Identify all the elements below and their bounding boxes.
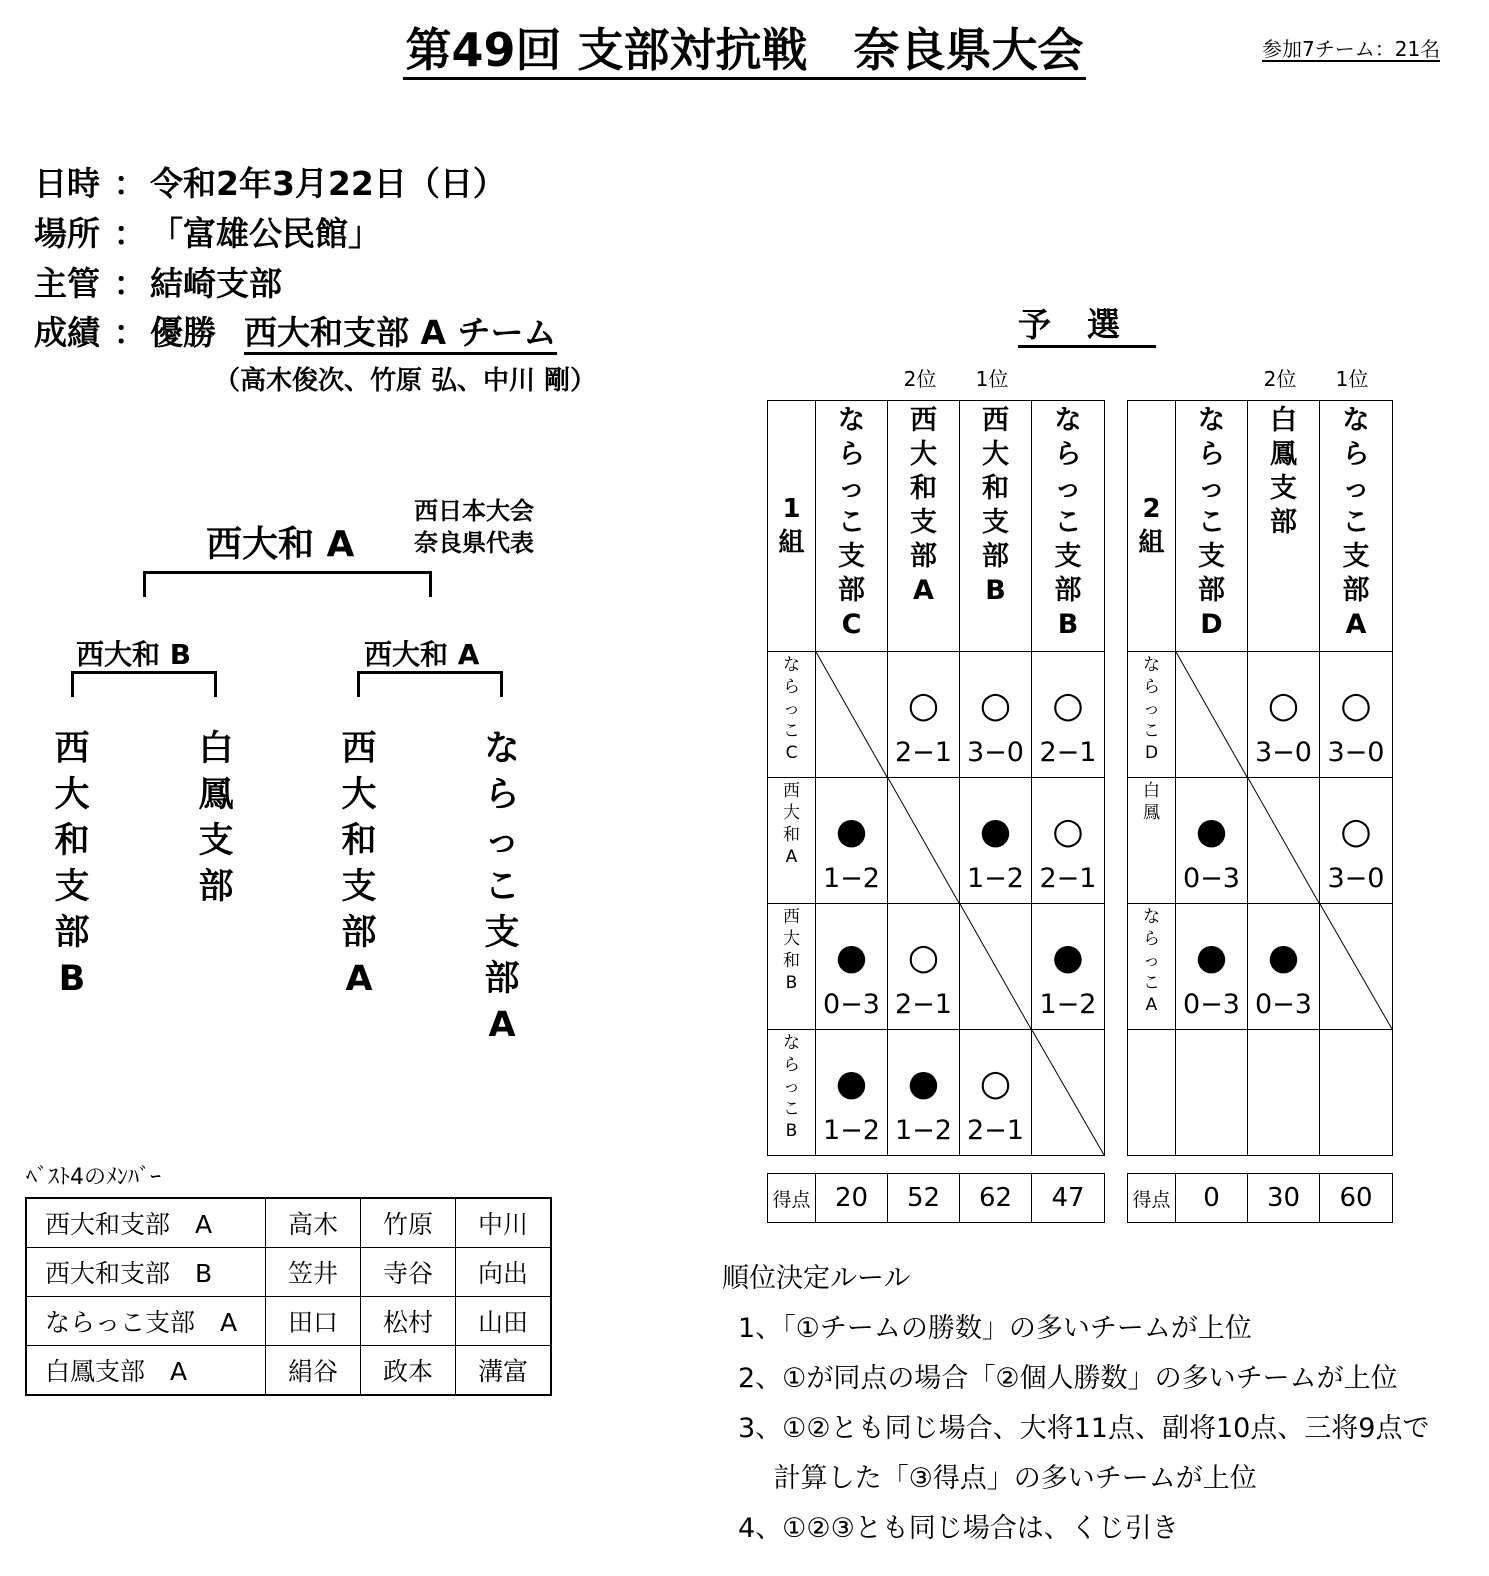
win-mark-icon: ○ bbox=[979, 1063, 1012, 1104]
table-row bbox=[768, 1174, 1105, 1223]
group2-league-table bbox=[1127, 400, 1393, 1156]
win-mark-icon: ○ bbox=[907, 685, 940, 726]
semi-left-bracket-left bbox=[71, 671, 74, 697]
win-mark-icon: ○ bbox=[1052, 811, 1084, 852]
group1-rank-label: 1位 bbox=[975, 367, 1009, 391]
best4-member: 松村 bbox=[361, 1297, 456, 1346]
winning-members: （高木俊次、竹原 弘、中川 剛） bbox=[214, 366, 597, 396]
best4-team: ならっこ支部 A bbox=[26, 1297, 266, 1346]
group2-match-cell bbox=[1248, 652, 1320, 778]
best4-title: ﾍﾞｽﾄ4のﾒﾝﾊﾞｰ bbox=[26, 1165, 161, 1190]
group2-column-team: な ら っ こ 支 部 D bbox=[1176, 401, 1248, 652]
group2-self-match-cell bbox=[1320, 904, 1393, 1030]
loss-mark-icon: ● bbox=[835, 937, 868, 978]
place-value: 「富雄公民館」 bbox=[150, 214, 381, 253]
group2-match-cell bbox=[1176, 1030, 1248, 1156]
table-row bbox=[26, 1346, 551, 1396]
bracket-team-3: 西 大 和 支 部 A bbox=[341, 729, 377, 999]
match-score: 2−1 bbox=[1039, 737, 1097, 768]
place-separator: ： bbox=[113, 214, 147, 253]
score-label: 得点 bbox=[1128, 1174, 1176, 1223]
win-mark-icon: ○ bbox=[1052, 685, 1084, 726]
best4-member: 竹原 bbox=[361, 1198, 456, 1248]
table-row bbox=[768, 652, 1105, 778]
result-row bbox=[34, 307, 557, 354]
group1-match-cell bbox=[816, 778, 888, 904]
west-rep-line2: 奈良県代表 bbox=[414, 529, 534, 557]
group1-column-team: な ら っ こ 支 部 C bbox=[816, 401, 888, 652]
group1-self-match-cell bbox=[888, 778, 960, 904]
ranking-rule: 1、「①チームの勝数」の多いチームが上位 bbox=[738, 1313, 1252, 1344]
host-row bbox=[34, 258, 282, 305]
win-mark-icon: ○ bbox=[907, 937, 940, 978]
group1-score: 52 bbox=[888, 1174, 960, 1223]
semi-left-bracket-right bbox=[214, 671, 217, 697]
table-row bbox=[768, 904, 1105, 1030]
table-row bbox=[768, 778, 1105, 904]
final-bracket-top bbox=[143, 571, 432, 574]
table-row bbox=[1128, 652, 1393, 778]
group1-row-label: な ら っ こ B bbox=[768, 1030, 816, 1156]
match-score: 2−1 bbox=[895, 989, 952, 1020]
group1-rank-label: 2位 bbox=[903, 367, 937, 391]
group2-rank-label: 1位 bbox=[1335, 367, 1369, 391]
group2-row-label: な ら っ こ D bbox=[1128, 652, 1176, 778]
best4-member: 向出 bbox=[456, 1248, 552, 1297]
best4-member: 寺谷 bbox=[361, 1248, 456, 1297]
group1-column-team: 西 大 和 支 部 A bbox=[888, 401, 960, 652]
participants-count: 参加7チーム：21名 bbox=[1262, 37, 1441, 61]
match-score: 3−0 bbox=[967, 737, 1024, 768]
best4-team: 白鳳支部 A bbox=[26, 1346, 266, 1396]
group1-match-cell bbox=[960, 778, 1032, 904]
diagonal-slash-icon bbox=[816, 652, 887, 777]
best4-member: 笠井 bbox=[266, 1248, 361, 1297]
match-score: 0−3 bbox=[1255, 989, 1312, 1020]
table-row bbox=[26, 1248, 551, 1297]
semi-right-bracket-top bbox=[357, 671, 503, 674]
table-row bbox=[1128, 778, 1393, 904]
group1-self-match-cell bbox=[960, 904, 1032, 1030]
group2-row-label: 白 鳳 bbox=[1128, 778, 1176, 904]
group2-column-team: 白 鳳 支 部 bbox=[1248, 401, 1320, 652]
ranking-rule: 2、①が同点の場合「②個人勝数」の多いチームが上位 bbox=[738, 1363, 1398, 1394]
ranking-rule: 4、①②③とも同じ場合は、くじ引き bbox=[738, 1513, 1179, 1544]
group1-score-table bbox=[767, 1173, 1105, 1223]
group1-score: 62 bbox=[960, 1174, 1032, 1223]
group2-self-match-cell bbox=[1176, 652, 1248, 778]
ranking-rules-title: 順位決定ルール bbox=[722, 1263, 911, 1294]
match-score: 1−2 bbox=[1039, 989, 1097, 1020]
semifinal-left-winner: 西大和 B bbox=[76, 638, 192, 671]
page-title-text: 第49回 支部対抗戦 奈良県大会 bbox=[403, 23, 1085, 80]
group2-match-cell bbox=[1320, 778, 1393, 904]
table-row bbox=[26, 1297, 551, 1346]
win-mark-icon: ○ bbox=[1340, 685, 1372, 726]
date-row bbox=[34, 158, 506, 205]
group1-match-cell bbox=[888, 652, 960, 778]
group2-score-table bbox=[1127, 1173, 1393, 1223]
group2-self-match-cell bbox=[1248, 778, 1320, 904]
ranking-rule: 計算した「③得点」の多いチームが上位 bbox=[738, 1463, 1257, 1494]
semi-right-bracket-left bbox=[357, 671, 360, 697]
group1-match-cell bbox=[1032, 652, 1105, 778]
group2-row-label: な ら っ こ A bbox=[1128, 904, 1176, 1030]
ranking-rule: 3、①②とも同じ場合、大将11点、副将10点、三将9点で bbox=[738, 1413, 1430, 1444]
group1-match-cell bbox=[1032, 904, 1105, 1030]
match-score: 2−1 bbox=[895, 737, 952, 768]
group2-score: 60 bbox=[1320, 1174, 1393, 1223]
group2-score: 30 bbox=[1248, 1174, 1320, 1223]
group2-rank-label: 2位 bbox=[1263, 367, 1297, 391]
best4-member: 山田 bbox=[456, 1297, 552, 1346]
table-row bbox=[768, 1030, 1105, 1156]
group2-match-cell bbox=[1248, 904, 1320, 1030]
diagonal-slash-icon bbox=[1176, 652, 1247, 777]
group1-match-cell bbox=[960, 652, 1032, 778]
match-score: 3−0 bbox=[1327, 863, 1385, 894]
best4-member: 絹谷 bbox=[266, 1346, 361, 1396]
west-japan-representative bbox=[414, 495, 534, 559]
group1-score: 20 bbox=[816, 1174, 888, 1223]
match-score: 1−2 bbox=[895, 1115, 952, 1146]
group1-match-cell bbox=[960, 1030, 1032, 1156]
group1-match-cell bbox=[888, 1030, 960, 1156]
group1-column-team: な ら っ こ 支 部 B bbox=[1032, 401, 1105, 652]
table-row bbox=[1128, 1030, 1393, 1156]
group1-match-cell bbox=[888, 904, 960, 1030]
match-score: 1−2 bbox=[823, 863, 880, 894]
score-label: 得点 bbox=[768, 1174, 816, 1223]
host-separator: ： bbox=[113, 264, 147, 303]
host-label: 主管 bbox=[34, 264, 100, 303]
win-mark-icon: ○ bbox=[1340, 811, 1372, 852]
diagonal-slash-icon bbox=[1320, 904, 1392, 1029]
match-score: 3−0 bbox=[1327, 737, 1385, 768]
group2-match-cell bbox=[1248, 1030, 1320, 1156]
group2-match-cell bbox=[1176, 778, 1248, 904]
group1-score: 47 bbox=[1032, 1174, 1105, 1223]
group1-match-cell bbox=[1032, 778, 1105, 904]
win-mark-icon: ○ bbox=[979, 685, 1012, 726]
loss-mark-icon: ● bbox=[1052, 937, 1084, 978]
host-value: 結崎支部 bbox=[150, 264, 282, 303]
loss-mark-icon: ● bbox=[979, 811, 1012, 852]
group1-row-label: 西 大 和 B bbox=[768, 904, 816, 1030]
best4-member: 溝富 bbox=[456, 1346, 552, 1396]
diagonal-slash-icon bbox=[1032, 1030, 1104, 1155]
group2-match-cell bbox=[1176, 904, 1248, 1030]
group2-score: 0 bbox=[1176, 1174, 1248, 1223]
match-score: 2−1 bbox=[967, 1115, 1024, 1146]
group1-column-team: 西 大 和 支 部 B bbox=[960, 401, 1032, 652]
bracket-team-1: 西 大 和 支 部 B bbox=[54, 729, 90, 999]
best4-team: 西大和支部 A bbox=[26, 1198, 266, 1248]
group1-row-label: な ら っ こ C bbox=[768, 652, 816, 778]
match-score: 0−3 bbox=[823, 989, 880, 1020]
match-score: 1−2 bbox=[967, 863, 1024, 894]
best4-table bbox=[25, 1197, 552, 1396]
result-separator: ： bbox=[113, 313, 147, 352]
result-label: 成績 bbox=[34, 313, 100, 352]
group2-name: 2 組 bbox=[1128, 401, 1176, 652]
loss-mark-icon: ● bbox=[835, 1063, 868, 1104]
semi-left-bracket-top bbox=[71, 671, 217, 674]
loss-mark-icon: ● bbox=[835, 811, 868, 852]
diagonal-slash-icon bbox=[1248, 778, 1319, 903]
match-score: 1−2 bbox=[823, 1115, 880, 1146]
table-header-row bbox=[1128, 401, 1393, 652]
place-row bbox=[34, 208, 381, 255]
loss-mark-icon: ● bbox=[1195, 937, 1228, 978]
result-prefix: 優勝 bbox=[150, 313, 216, 352]
date-label: 日時 bbox=[34, 164, 100, 203]
table-row bbox=[1128, 904, 1393, 1030]
date-value: 令和2年3月22日（日） bbox=[150, 164, 506, 203]
table-row bbox=[26, 1198, 551, 1248]
match-score: 2−1 bbox=[1039, 863, 1097, 894]
bracket-team-2: 白 鳳 支 部 bbox=[198, 729, 234, 907]
group1-name: 1 組 bbox=[768, 401, 816, 652]
loss-mark-icon: ● bbox=[1195, 811, 1228, 852]
group1-match-cell bbox=[816, 904, 888, 1030]
match-score: 3−0 bbox=[1255, 737, 1312, 768]
loss-mark-icon: ● bbox=[907, 1063, 940, 1104]
group2-column-team: な ら っ こ 支 部 A bbox=[1320, 401, 1393, 652]
final-bracket-left bbox=[143, 571, 146, 597]
table-row bbox=[1128, 1174, 1393, 1223]
group2-row-label bbox=[1128, 1030, 1176, 1156]
group1-self-match-cell bbox=[1032, 1030, 1105, 1156]
match-score: 0−3 bbox=[1183, 989, 1240, 1020]
final-bracket-right bbox=[429, 571, 432, 597]
winning-team: 西大和支部 A チーム bbox=[244, 313, 557, 355]
date-separator: ： bbox=[113, 164, 147, 203]
semi-right-bracket-right bbox=[500, 671, 503, 697]
diagonal-slash-icon bbox=[960, 904, 1031, 1029]
bracket-team-4: な ら っ こ 支 部 A bbox=[484, 729, 520, 1045]
group1-self-match-cell bbox=[816, 652, 888, 778]
best4-member: 政本 bbox=[361, 1346, 456, 1396]
best4-member: 田口 bbox=[266, 1297, 361, 1346]
best4-member: 中川 bbox=[456, 1198, 552, 1248]
group1-match-cell bbox=[816, 1030, 888, 1156]
win-mark-icon: ○ bbox=[1267, 685, 1300, 726]
group2-match-cell bbox=[1320, 652, 1393, 778]
prelim-title: 予選 bbox=[1018, 305, 1156, 348]
group1-row-label: 西 大 和 A bbox=[768, 778, 816, 904]
best4-member: 高木 bbox=[266, 1198, 361, 1248]
place-label: 場所 bbox=[34, 214, 100, 253]
group2-match-cell bbox=[1320, 1030, 1393, 1156]
loss-mark-icon: ● bbox=[1267, 937, 1300, 978]
west-rep-line1: 西日本大会 bbox=[414, 497, 534, 525]
diagonal-slash-icon bbox=[888, 778, 959, 903]
bracket-champion: 西大和 A bbox=[206, 524, 355, 565]
best4-team: 西大和支部 B bbox=[26, 1248, 266, 1297]
group1-league-table bbox=[767, 400, 1105, 1156]
table-header-row bbox=[768, 401, 1105, 652]
match-score: 0−3 bbox=[1183, 863, 1240, 894]
semifinal-right-winner: 西大和 A bbox=[364, 638, 480, 671]
